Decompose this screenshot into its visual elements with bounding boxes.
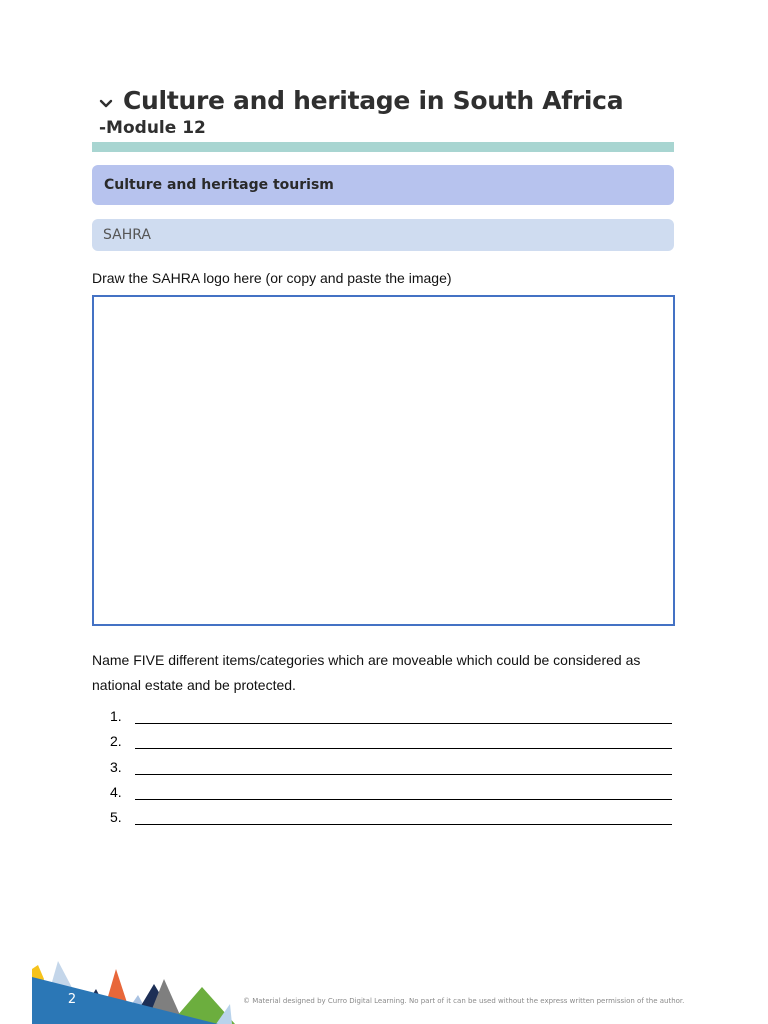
section-heading: Culture and heritage tourism [104,177,334,193]
answer-number: 3. [110,758,122,775]
answer-item [110,800,672,825]
answer-list [110,699,672,825]
answer-number: 5. [110,808,122,825]
answer-item [110,699,672,724]
answer-number: 2. [110,733,122,750]
page-number: 2 [67,992,77,1007]
copyright-notice: © Material designed by Curro Digital Learning. No part of it can be used without the express written permission of the author. [243,997,685,1005]
logo-instruction: Draw the SAHRA logo here (or copy and paste the image) [92,270,452,286]
answer-line[interactable] [135,733,672,749]
answer-item [110,749,672,774]
answer-line[interactable] [135,708,672,724]
answer-line[interactable] [135,784,672,800]
answer-number: 1. [110,708,122,725]
page-title: Culture and heritage in South Africa [123,86,624,115]
title-divider [92,142,674,152]
logo-drawing-area[interactable] [92,295,675,626]
module-subtitle: -Module 12 [99,118,206,138]
answer-line[interactable] [135,759,672,775]
footer-mountains-graphic [30,955,235,1024]
chevron-down-icon[interactable] [97,94,115,112]
answer-item [110,775,672,800]
section-heading-band [92,165,674,205]
answer-line[interactable] [135,809,672,825]
answer-item [110,724,672,749]
subsection-heading-band [92,219,674,251]
subsection-heading: SAHRA [103,227,151,243]
answer-number: 4. [110,783,122,800]
question-text: Name FIVE different items/categories which are moveable which could be considered as national estate and be protected. [92,652,641,693]
page-header [97,86,623,115]
